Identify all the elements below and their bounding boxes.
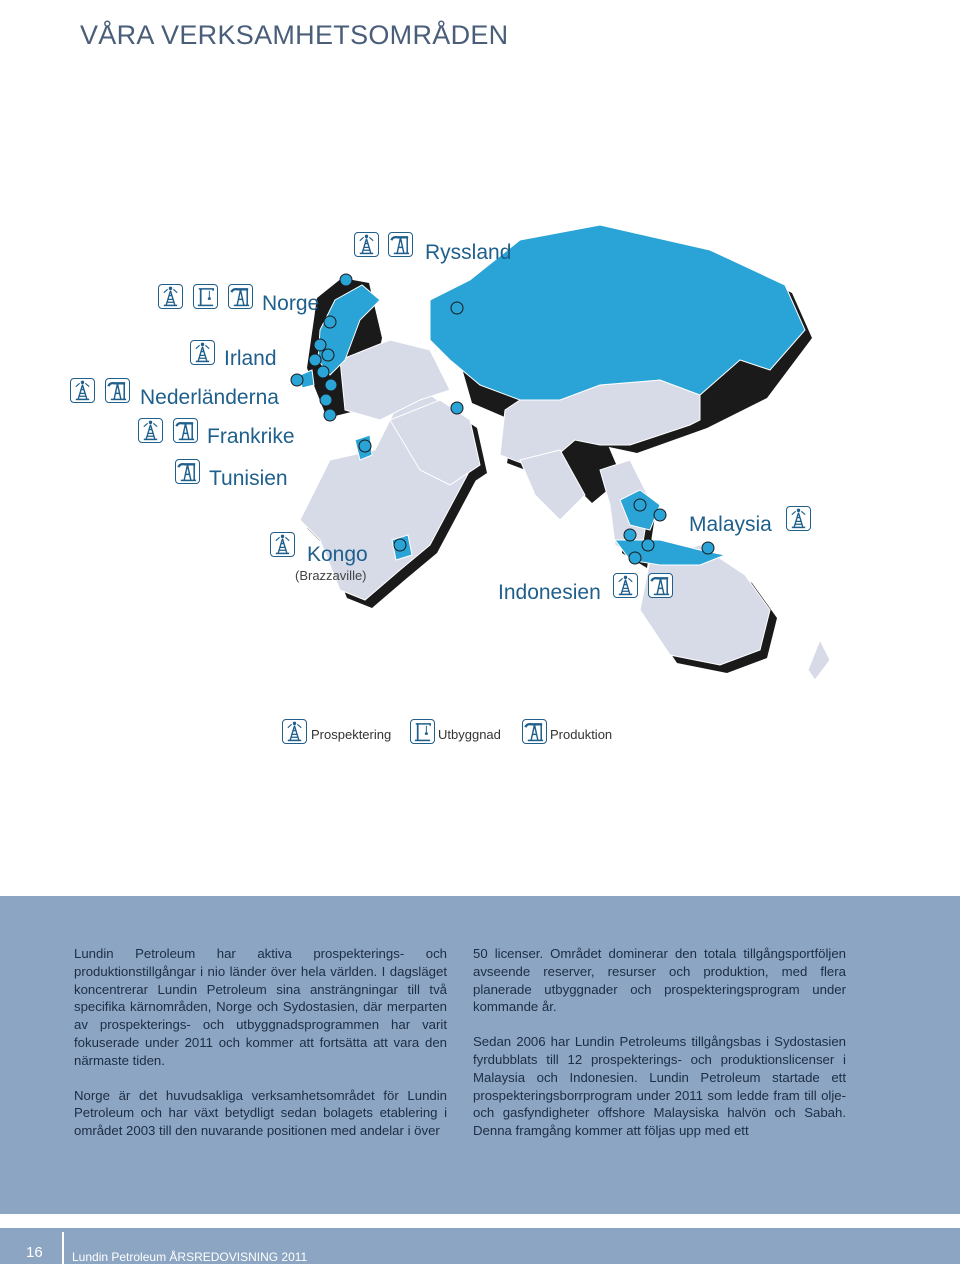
production-icon (228, 284, 253, 309)
legend-prospecting-icon (282, 719, 307, 744)
production-icon (173, 418, 198, 443)
prospecting-icon (354, 232, 379, 257)
country-label-indonesien: Indonesien (498, 581, 601, 604)
prospecting-icon (786, 506, 811, 531)
text-column-left (74, 945, 447, 1157)
country-label-nederlanderna: Nederländerna (140, 386, 279, 409)
country-label-norge: Norge (262, 292, 320, 315)
prospecting-icon (158, 284, 183, 309)
production-icon (175, 459, 200, 484)
prospecting-icon (70, 378, 95, 403)
text-column-right (473, 945, 846, 1157)
country-label-kongo: Kongo (307, 543, 368, 566)
country-label-ryssland: Ryssland (425, 241, 512, 264)
prospecting-icon (138, 418, 163, 443)
country-label-irland: Irland (224, 347, 277, 370)
page-number: 16 (26, 1244, 43, 1261)
country-label-malaysia: Malaysia (689, 513, 772, 536)
paragraph: Norge är det huvudsakliga verksamhetsområdet för Lundin Petroleum och har växt betydligt sedan bolagets etablering i området 2003 till den nuvarande positionen med andelar i över (74, 1087, 447, 1139)
production-icon (388, 232, 413, 257)
prospecting-icon (270, 532, 295, 557)
development-icon (193, 284, 218, 309)
production-icon (648, 573, 673, 598)
production-icon (105, 378, 130, 403)
operations-map (0, 190, 960, 700)
legend-production-label: Produktion (550, 727, 613, 742)
legend-production-icon (522, 719, 547, 744)
page-title: VÅRA VERKSAMHETSOMRÅDEN (80, 20, 509, 51)
country-label-kongo-sub: (Brazzaville) (295, 568, 367, 583)
prospecting-icon (190, 340, 215, 365)
legend-prospecting-label: Prospektering (311, 727, 392, 742)
paragraph: Lundin Petroleum har aktiva prospekterings- och produktionstillgångar i nio länder över hela världen. I dagsläget koncentrerar Lundin Petroleum sina ansträngningar till två specifika kärnområden, Norge och Sydostasien, där merparten av prospekterings- och utbyggnadsprogrammen har varit fokuserade under 2011 och kommer att fortsätta att vara den närmaste tiden. (74, 946, 447, 1068)
footer-divider (62, 1232, 64, 1264)
paragraph: Sedan 2006 har Lundin Petroleums tillgångsbas i Sydostasien fyrdubblats till 12 prospekterings- och produktionslicenser i Malaysia och Indonesien. Lundin Petroleum startade ett prospekteringsborrprogram under 2011 som ledde fram till olje- och gasfyndigheter offshore Malaysiska halvön och Sabah. Denna framgång kommer att följas upp med ett (473, 1034, 846, 1139)
legend-development-label: Utbyggnad (438, 727, 501, 742)
nz-shape (808, 640, 830, 680)
paragraph: 50 licenser. Området dominerar den totala tillgångsportföljen avseende reserver, resurser och produktion, med flera planerade utbyggnader och prospekteringsprogram under kommande år. (473, 946, 846, 1015)
footer-text: Lundin Petroleum ÅRSREDOVISNING 2011 (72, 1250, 308, 1264)
prospecting-icon (613, 573, 638, 598)
country-label-tunisien: Tunisien (209, 467, 288, 490)
legend-development-icon (410, 719, 435, 744)
country-label-frankrike: Frankrike (207, 425, 295, 448)
